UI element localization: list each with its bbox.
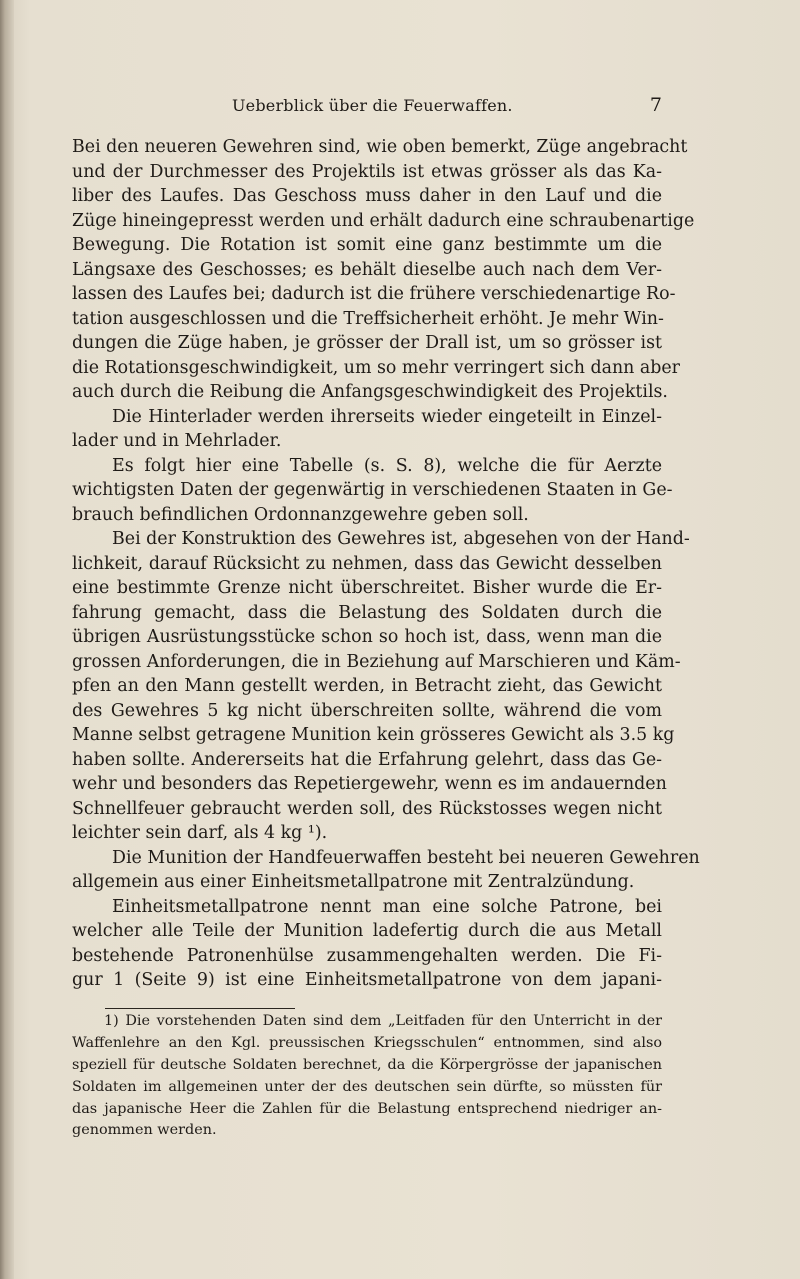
text-line: Züge hineingepresst werden und erhält dadurch eine schraubenartige [72, 210, 695, 231]
page-number: 7 [649, 94, 662, 116]
paragraph-start-line: Es folgt hier eine Tabelle (s. S. 8), welche die für Aerzte [112, 455, 662, 476]
text-line: übrigen Ausrüstungsstücke schon so hoch ist, dass, wenn man die [72, 627, 662, 647]
text-line: grossen Anforderungen, die in Beziehung auf Marschieren und Käm- [72, 651, 681, 672]
paragraph-start-line: Die Munition der Handfeuerwaffen besteht bei neueren Gewehren [112, 847, 700, 868]
footnote-line: Waffenlehre an den Kgl. preussischen Kriegsschulen“ entnommen, sind also [72, 1034, 662, 1051]
text-line: bestehende Patronenhülse zusammengehalten werden. Die Fi- [72, 945, 662, 966]
text-line: die Rotationsgeschwindigkeit, um so mehr verringert sich dann aber [72, 357, 680, 378]
footnote-line: 1) Die vorstehenden Daten sind dem „Leitfaden für den Unterricht in der [104, 1013, 662, 1029]
text-line: tation ausgeschlossen und die Treffsicherheit erhöht. Je mehr Win- [72, 308, 664, 329]
text-line: Bewegung. Die Rotation ist somit eine ganz bestimmte um die [72, 235, 662, 255]
running-title: Ueberblick über die Feuerwaffen. [232, 96, 513, 115]
binding-edge [0, 0, 14, 1279]
text-line: gur 1 (Seite 9) ist eine Einheitsmetallpatrone von dem japani- [72, 970, 662, 990]
paragraph-start-line: Einheitsmetallpatrone nennt man eine solche Patrone, bei [112, 896, 662, 917]
text-line: Bei den neueren Gewehren sind, wie oben bemerkt, Züge angebracht [72, 137, 688, 157]
footnote-line: genommen werden. [72, 1122, 217, 1139]
body-text [72, 135, 700, 993]
text-line: haben sollte. Andererseits hat die Erfahrung gelehrt, dass das Ge- [72, 749, 662, 770]
text-line: auch durch die Reibung die Anfangsgeschwindigkeit des Projektils. [72, 382, 668, 402]
footnote-divider [105, 1008, 295, 1009]
text-line: liber des Laufes. Das Geschoss muss daher in den Lauf und die [72, 186, 662, 206]
footnote-line: Soldaten im allgemeinen unter der des deutschen sein dürfte, so müssten für [72, 1078, 662, 1095]
text-line: allgemein aus einer Einheitsmetallpatrone mit Zentralzündung. [72, 872, 635, 892]
text-line: dungen die Züge haben, je grösser der Drall ist, um so grösser ist [72, 333, 662, 353]
running-head [72, 96, 662, 120]
text-line: Längsaxe des Geschosses; es behält dieselbe auch nach dem Ver- [72, 259, 662, 280]
text-line: lader und in Mehrlader. [72, 431, 282, 451]
text-line: Schnellfeuer gebraucht werden soll, des Rückstosses wegen nicht [72, 798, 662, 819]
footnote-line: das japanische Heer die Zahlen für die Belastung entsprechend niedriger an- [72, 1100, 662, 1117]
paragraph-start-line: Bei der Konstruktion des Gewehres ist, abgesehen von der Hand- [112, 529, 690, 549]
text-line: eine bestimmte Grenze nicht überschreitet. Bisher wurde die Er- [72, 578, 662, 598]
text-line: des Gewehres 5 kg nicht überschreiten sollte, während die vom [72, 700, 662, 721]
text-line: Manne selbst getragene Munition kein grösseres Gewicht als 3.5 kg [72, 725, 675, 745]
footnote [72, 1011, 662, 1142]
text-line: leichter sein darf, als 4 kg ¹). [72, 823, 328, 843]
text-line: welcher alle Teile der Munition ladefertig durch die aus Metall [72, 921, 662, 941]
text-line: pfen an den Mann gestellt werden, in Betracht zieht, das Gewicht [72, 676, 662, 696]
text-line: und der Durchmesser des Projektils ist etwas grösser als das Ka- [72, 161, 662, 182]
text-line: brauch befindlichen Ordonnanzgewehre geben soll. [72, 504, 529, 525]
paragraph-start-line: Die Hinterlader werden ihrerseits wieder eingeteilt in Einzel- [112, 406, 662, 427]
text-line: lassen des Laufes bei; dadurch ist die frühere verschiedenartige Ro- [72, 284, 676, 304]
text-line: lichkeit, darauf Rücksicht zu nehmen, dass das Gewicht desselben [72, 553, 662, 574]
text-line: wehr und besonders das Repetiergewehr, wenn es im andauernden [72, 774, 667, 794]
text-line: fahrung gemacht, dass die Belastung des Soldaten durch die [72, 602, 662, 623]
text-line: wichtigsten Daten der gegenwärtig in verschiedenen Staaten in Ge- [72, 480, 673, 500]
footnote-line: speziell für deutsche Soldaten berechnet, da die Körpergrösse der japanischen [72, 1056, 662, 1073]
